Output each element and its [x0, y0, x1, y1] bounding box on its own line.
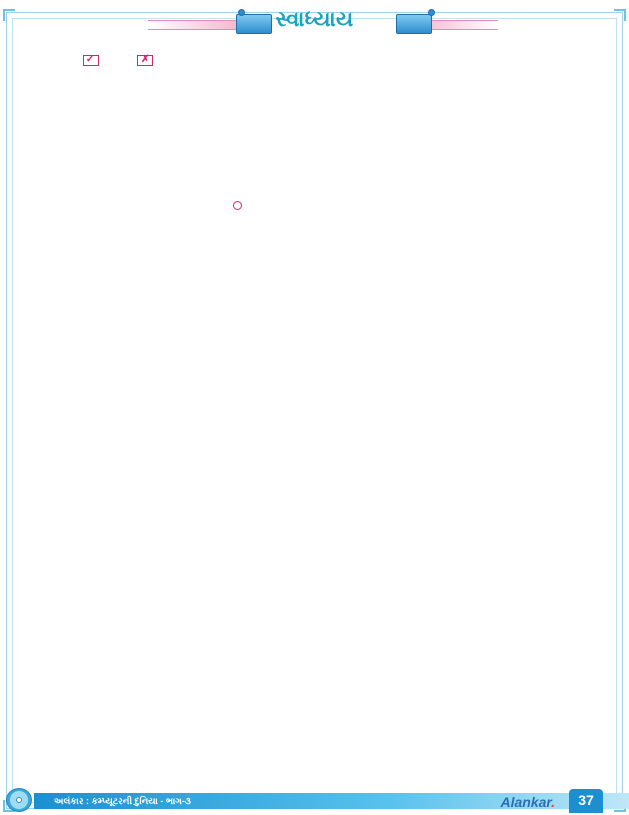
- circle-icon: [233, 201, 242, 210]
- page-title: સ્વાધ્યાય: [275, 8, 354, 31]
- page-border: [6, 12, 623, 809]
- page-inner-border: [12, 18, 617, 803]
- tick-checkbox-icon: [83, 55, 99, 66]
- page-number: 37: [569, 789, 603, 813]
- cd-disc-icon: [4, 787, 40, 813]
- brand-text: Alankar: [500, 794, 552, 810]
- footer-book-title: અલંકાર : કમ્પ્યૂટરની દુનિયા - ભાગ-૩: [54, 796, 191, 806]
- brand-logo: Alankar.: [500, 794, 555, 810]
- cross-checkbox-icon: [137, 55, 153, 66]
- corner-mark-top-left: [3, 9, 15, 21]
- corner-mark-top-right: [614, 9, 626, 21]
- page-header: [18, 6, 611, 44]
- page-footer: [0, 781, 629, 815]
